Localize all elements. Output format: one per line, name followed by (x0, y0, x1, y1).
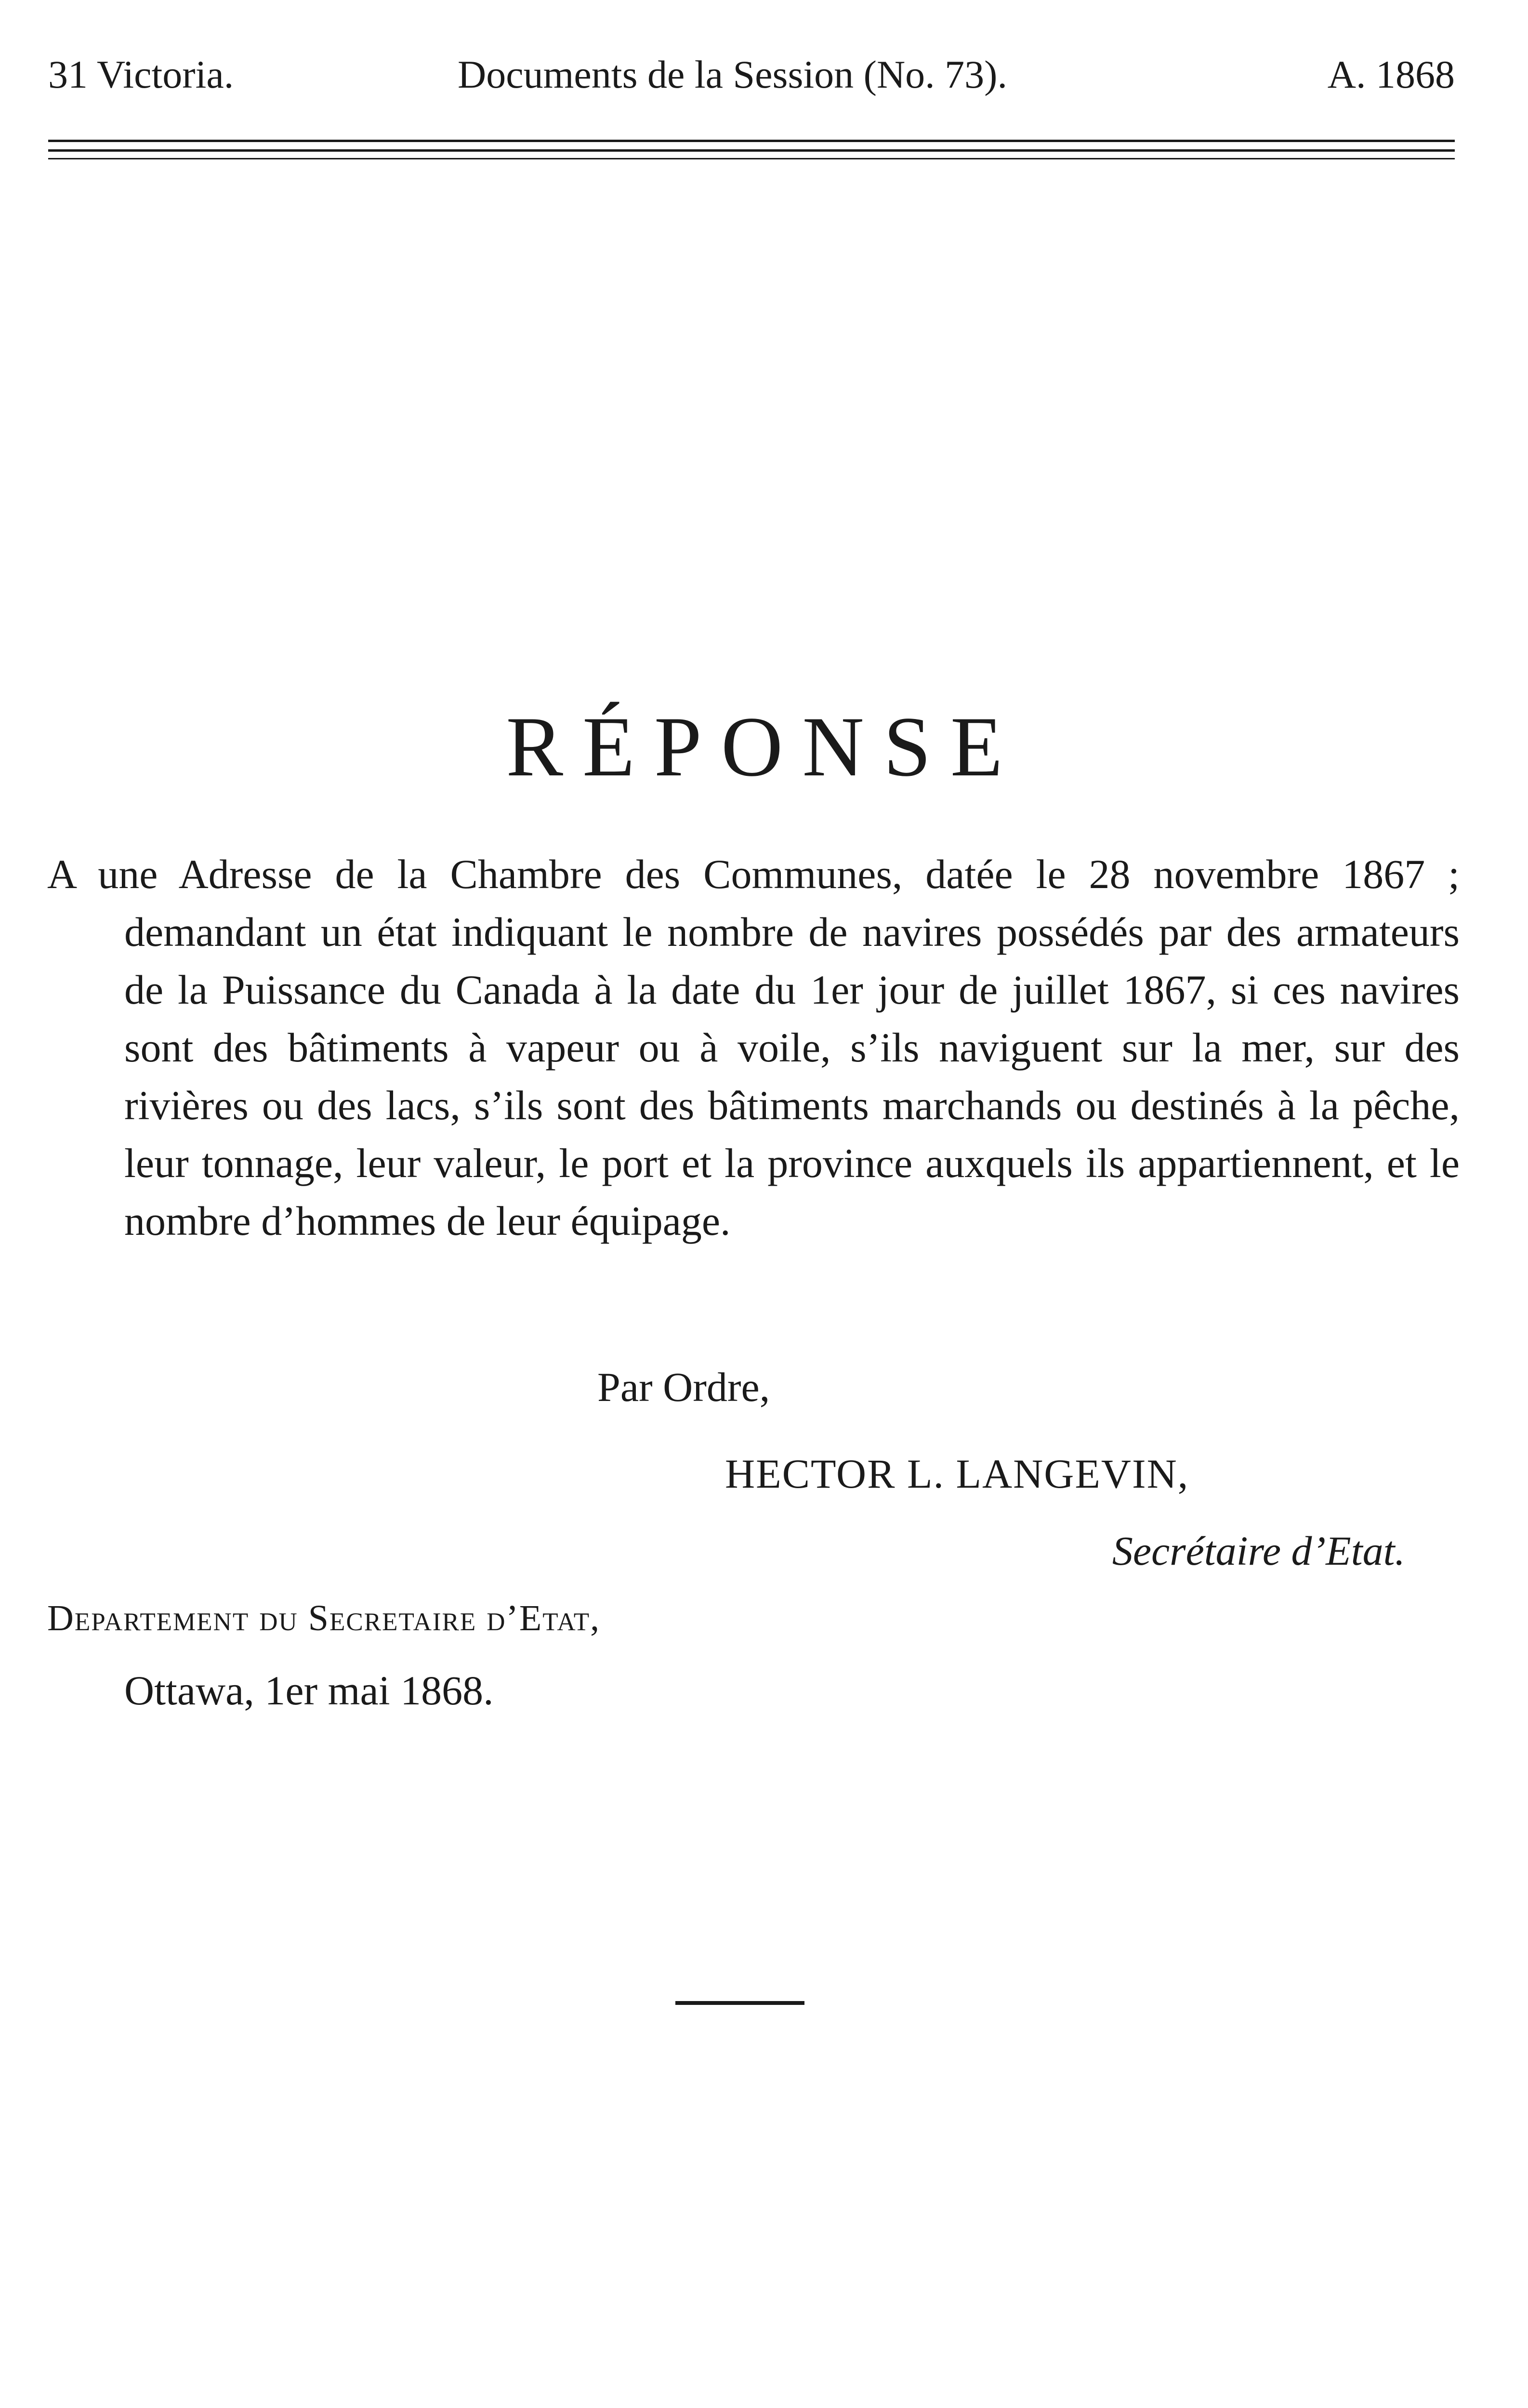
end-rule (675, 2001, 804, 2005)
header-rule-middle (48, 149, 1455, 152)
header-rule-top (48, 140, 1455, 142)
header-session-documents: Documents de la Session (No. 73). (458, 52, 1007, 96)
signer-title: Secrétaire d’Etat. (1112, 1528, 1405, 1574)
by-order-line: Par Ordre, (597, 1364, 770, 1410)
department-name: Departement du Secretaire d’Etat, (47, 1598, 601, 1638)
running-header (48, 46, 1455, 104)
address-block (47, 845, 1460, 1250)
signer-name: HECTOR L. LANGEVIN, (725, 1451, 1189, 1497)
place-and-date: Ottawa, 1er mai 1868. (124, 1667, 494, 1714)
header-year: A. 1868 (1327, 52, 1455, 96)
header-regnal-year: 31 Victoria. (48, 52, 234, 96)
header-rule-bottom (48, 158, 1455, 159)
address-paragraph: A une Adresse de la Chambre des Communes, datée le 28 novembre 1867 ; demandant un état indiquant le nombre de navires possédés par des armateurs de la Puissance du Canada à la date du 1er jour de juillet 1867, si ces navires sont des bâtiments à vapeur ou à voile, s’ils naviguent sur la mer, sur des rivières ou des lacs, s’ils sont des bâtiments marchands ou destinés à la pêche, leur tonnage, leur valeur, le port et la province auxquels ils appartiennent, et le nombre d’hommes de leur équipage. (47, 851, 1460, 1244)
document-title: RÉPONSE (506, 699, 1022, 794)
